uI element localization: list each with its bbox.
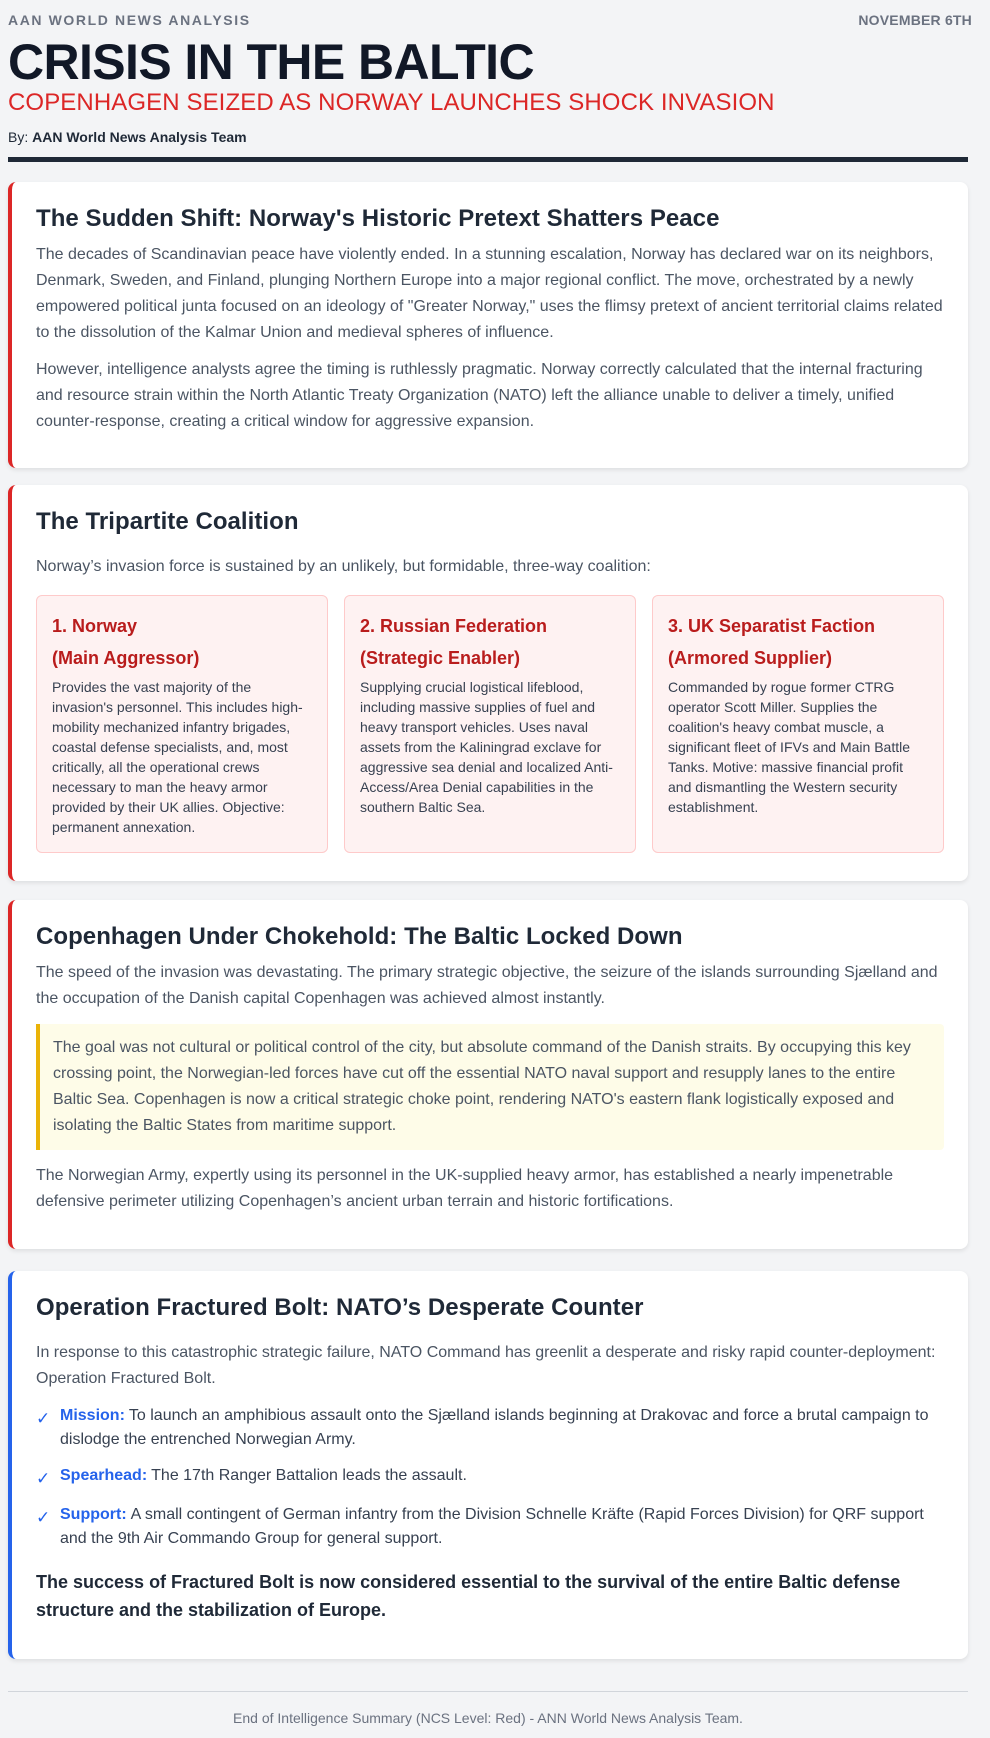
operation-details-list xyxy=(36,1404,944,1551)
coalition-member-name: 2. Russian Federation xyxy=(360,616,548,636)
section-operation-fractured-bolt xyxy=(8,1271,968,1659)
section-intro: In response to this catastrophic strategic failure, NATO Command has greenlit a desperate and risky rapid counter-deployment: Operation Fractured Bolt. xyxy=(36,1344,936,1387)
section-paragraph: The decades of Scandinavian peace have violently ended. In a stunning escalation, Norway has declared war on its neighbors, Denmark, Sweden, and Finland, plunging Northern Europe into a major regional conflict. The move, orchestrated by a newly empowered political junta focused on an ideology of "Greater Norway," uses the flimsy pretext of ancient territorial claims related to the dissolution of the Kalmar Union and medieval spheres of influence. xyxy=(36,246,943,341)
section-title: Copenhagen Under Chokehold: The Baltic Locked Down xyxy=(36,923,683,950)
checkmark-icon: ✓ xyxy=(36,1508,51,1527)
section-paragraph: The speed of the invasion was devastating. The primary strategic objective, the seizure of the islands surrounding Sjælland and the occupation of the Danish capital Copenhagen was achieved almost instantly. xyxy=(36,964,938,1007)
page-footer: End of Intelligence Summary (NCS Level: Red) - ANN World News Analysis Team. xyxy=(233,1710,743,1726)
list-item-key: Spearhead: xyxy=(60,1467,148,1484)
section-title: Operation Fractured Bolt: NATO’s Desperate Counter xyxy=(36,1294,644,1321)
callout-text: The goal was not cultural or political control of the city, but absolute command of the Danish straits. By occupying this key crossing point, the Norwegian-led forces have cut off the essential NATO naval support and resupply lanes to the entire Baltic Sea. Copenhagen is now a critical strategic choke point, rendering NATO's eastern flank logistically exposed and isolating the Baltic States from maritime support. xyxy=(53,1039,911,1134)
list-item-body xyxy=(60,1503,944,1551)
coalition-card-uk-separatists xyxy=(652,595,944,853)
section-paragraph: However, intelligence analysts agree the timing is ruthlessly pragmatic. Norway correctly calculated that the internal fracturing and resource strain within the North Atlantic Treaty Organization (NATO) left the alliance unable to deliver a timely, unified counter-response, creating a critical window for aggressive expansion. xyxy=(36,361,923,430)
coalition-cards xyxy=(36,595,944,853)
masthead-topline xyxy=(8,10,972,29)
section-sudden-shift xyxy=(8,182,968,468)
list-item xyxy=(36,1503,944,1551)
byline-author: AAN World News Analysis Team xyxy=(32,129,247,145)
section-title: The Tripartite Coalition xyxy=(36,508,299,535)
coalition-member-description: Supplying crucial logistical lifeblood, including massive supplies of fuel and heavy transport vehicles. Uses naval assets from the Kaliningrad exclave for aggressive sea denial and localized Anti-Access/Area Denial capabilities in the southern Baltic Sea. xyxy=(360,679,613,815)
section-conclusion: The success of Fractured Bolt is now considered essential to the survival of the entire Baltic defense structure and the stabilization of Europe. xyxy=(36,1572,901,1620)
section-paragraph: The Norwegian Army, expertly using its personnel in the UK-supplied heavy armor, has established a nearly impenetrable defensive perimeter utilizing Copenhagen’s ancient urban terrain and historic fortifications. xyxy=(36,1167,894,1210)
callout-box xyxy=(36,1024,944,1150)
list-item-body xyxy=(60,1464,467,1491)
checkmark-icon: ✓ xyxy=(36,1469,51,1488)
coalition-member-description: Commanded by rogue former CTRG operator Scott Miller. Supplies the coalition's heavy combat muscle, a significant fleet of IFVs and Main Battle Tanks. Motive: massive financial profit and dismantling the Western security establishment. xyxy=(668,679,911,815)
publication-name: AAN WORLD NEWS ANALYSIS xyxy=(8,11,251,28)
coalition-member-role: (Strategic Enabler) xyxy=(360,648,521,668)
list-item-text: A small contingent of German infantry from the Division Schnelle Kräfte (Rapid Forces Division) for QRF support and the 9th Air Commando Group for general support. xyxy=(60,1506,924,1547)
header-divider xyxy=(8,157,968,162)
coalition-card-norway xyxy=(36,595,328,853)
checkmark-icon: ✓ xyxy=(36,1409,51,1428)
section-title: The Sudden Shift: Norway's Historic Pretext Shatters Peace xyxy=(36,205,720,232)
coalition-member-role: (Main Aggressor) xyxy=(52,648,200,668)
masthead xyxy=(8,0,972,162)
byline-prefix: By: xyxy=(8,129,33,145)
list-item-key: Mission: xyxy=(60,1407,125,1424)
section-intro: Norway’s invasion force is sustained by an unlikely, but formidable, three-way coalition: xyxy=(36,558,651,575)
section-copenhagen-chokehold xyxy=(8,900,968,1249)
list-item-text: To launch an amphibious assault onto the Sjælland islands beginning at Drakovac and force a brutal campaign to dislodge the entrenched Norwegian Army. xyxy=(60,1407,929,1448)
section-tripartite-coalition xyxy=(8,485,968,881)
list-item-text: The 17th Ranger Battalion leads the assault. xyxy=(151,1467,467,1484)
coalition-member-description: Provides the vast majority of the invasion's personnel. This includes high-mobility mechanized infantry brigades, coastal defense specialists, and, most critically, all the operational crews necessary to man the heavy armor provided by their UK allies. Objective: permanent annexation. xyxy=(52,679,303,835)
coalition-member-role: (Armored Supplier) xyxy=(668,648,833,668)
coalition-member-name: 3. UK Separatist Faction xyxy=(668,616,876,636)
publication-date: NOVEMBER 6TH xyxy=(858,11,972,28)
page-title: CRISIS IN THE BALTIC xyxy=(8,34,534,90)
page-subtitle: COPENHAGEN SEIZED AS NORWAY LAUNCHES SHOCK INVASION xyxy=(8,89,775,116)
coalition-card-russia xyxy=(344,595,636,853)
coalition-member-name: 1. Norway xyxy=(52,616,138,636)
list-item-body xyxy=(60,1404,944,1452)
list-item-key: Support: xyxy=(60,1506,127,1523)
list-item xyxy=(36,1404,944,1452)
byline xyxy=(8,128,968,146)
footer-divider xyxy=(8,1691,968,1692)
list-item xyxy=(36,1464,944,1491)
